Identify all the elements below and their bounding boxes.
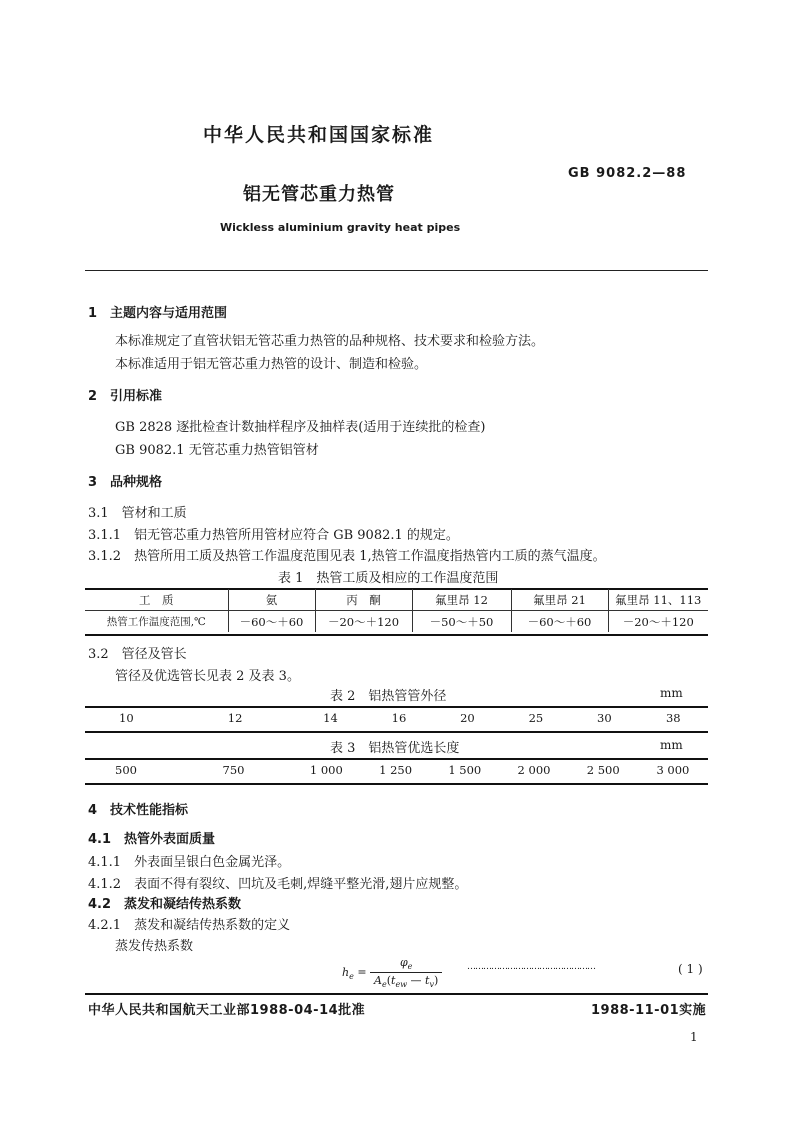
reference-1: GB 2828 逐批检查计数抽样程序及抽样表(适用于连续批的检查) [115,420,486,435]
title-cn: 铝无管芯重力热管 [243,184,395,205]
table-1-header-cell: 氟里昂 11、113 [608,589,708,611]
table-1-cell: －50～＋50 [412,611,511,633]
clause-4-2: 4.2 蒸发和凝结传热系数 [88,897,242,912]
table-2-cell: 38 [665,711,681,725]
footer-rule [85,993,708,995]
table-2-caption: 表 2 铝热管管外径 [330,689,447,704]
doc-number: GB 9082.2—88 [568,166,687,181]
table-1-cell: －20～＋120 [608,611,708,633]
table-3-cell: 500 [115,763,137,777]
evaporation-label: 蒸发传热系数 [115,939,194,954]
approval-line: 中华人民共和国航天工业部1988-04-14批准 [88,1003,366,1018]
table-3-cell: 3 000 [656,763,690,777]
clause-3-1: 3.1 管材和工质 [88,506,187,521]
table-1-cell: －60～＋60 [228,611,315,633]
page-number: 1 [690,1030,698,1044]
table-2-unit: mm [660,686,683,700]
clause-3-1-1: 3.1.1 铝无管芯重力热管所用管材应符合 GB 9082.1 的规定。 [88,528,459,543]
formula-1: $h_e$ = $\frac{\varphi_e}{A_e(t_{ew} — t_v)}$ [342,956,442,989]
reference-2: GB 9082.1 无管芯重力热管铝管材 [115,443,319,458]
clause-3-2: 3.2 管径及管长 [88,647,187,662]
table-2-cell: 16 [391,711,407,725]
table-3-cell: 1 250 [379,763,413,777]
table-1-cell: －20～＋120 [315,611,412,633]
table-1-header-cell: 氟里昂 12 [412,589,511,611]
table-3-cell: 2 500 [586,763,620,777]
section-1-heading: 1 主题内容与适用范围 [88,306,228,321]
formula-fraction: $\frac{\varphi_e}{A_e(t_{ew} — t_v)}$ [370,956,442,989]
section-2-heading: 2 引用标准 [88,389,163,404]
section-4-heading: 4 技术性能指标 [88,803,189,818]
org-title: 中华人民共和国国家标准 [203,124,435,146]
table-2-cell: 10 [119,711,134,725]
table-2-cell: 25 [528,711,544,725]
table-1-bottom-rule [85,634,708,636]
clause-4-1-2: 4.1.2 表面不得有裂纹、凹坑及毛刺,焊缝平整光滑,翅片应规整。 [88,877,468,892]
table-1-header-cell: 氟里昂 21 [511,589,608,611]
table-1-header-cell: 氨 [228,589,315,611]
table-1 [85,589,708,632]
clause-3-1-2: 3.1.2 热管所用工质及热管工作温度范围见表 1,热管工作温度指热管内工质的蒸气温度。 [88,549,606,564]
table-2-cell: 12 [227,711,243,725]
table-1-header-cell: 丙 酮 [315,589,412,611]
section-1-para-2: 本标准适用于铝无管芯重力热管的设计、制造和检验。 [115,357,428,372]
header-rule [85,270,708,271]
table-2-cell: 20 [460,711,475,725]
section-3-heading: 3 品种规格 [88,475,163,490]
table-3-cell: 2 000 [517,763,551,777]
effective-date: 1988-11-01实施 [591,1003,707,1018]
table-2-cell: 14 [323,711,338,725]
clause-4-2-1: 4.2.1 蒸发和凝结传热系数的定义 [88,918,291,933]
table-3-cell: 1 000 [309,763,343,777]
table-2 [85,707,708,729]
table-3-cell: 1 500 [448,763,482,777]
clause-4-1-1: 4.1.1 外表面呈银白色金属光泽。 [88,855,291,870]
formula-leader: ………………………………………… [467,962,595,972]
table-3-caption: 表 3 铝热管优选长度 [330,741,460,756]
formula-number: ( 1 ) [678,962,703,976]
table-1-caption: 表 1 热管工质及相应的工作温度范围 [278,571,499,586]
table-1-cell: 热管工作温度范围,℃ [85,611,228,633]
table-1-header-cell: 工 质 [85,589,228,611]
title-en: Wickless aluminium gravity heat pipes [220,221,461,234]
table-1-cell: －60～＋60 [511,611,608,633]
clause-3-2-text: 管径及优选管长见表 2 及表 3。 [115,669,300,684]
table-2-bottom-rule [85,731,708,733]
formula-lhs: $h_e$ [342,965,354,981]
section-1-para-1: 本标准规定了直管状铝无管芯重力热管的品种规格、技术要求和检验方法。 [115,334,545,349]
table-3-cell: 750 [222,763,245,777]
clause-4-1: 4.1 热管外表面质量 [88,832,216,847]
table-3-bottom-rule [85,783,708,785]
table-3-unit: mm [660,738,683,752]
table-2-cell: 30 [597,711,612,725]
table-3 [85,759,708,781]
